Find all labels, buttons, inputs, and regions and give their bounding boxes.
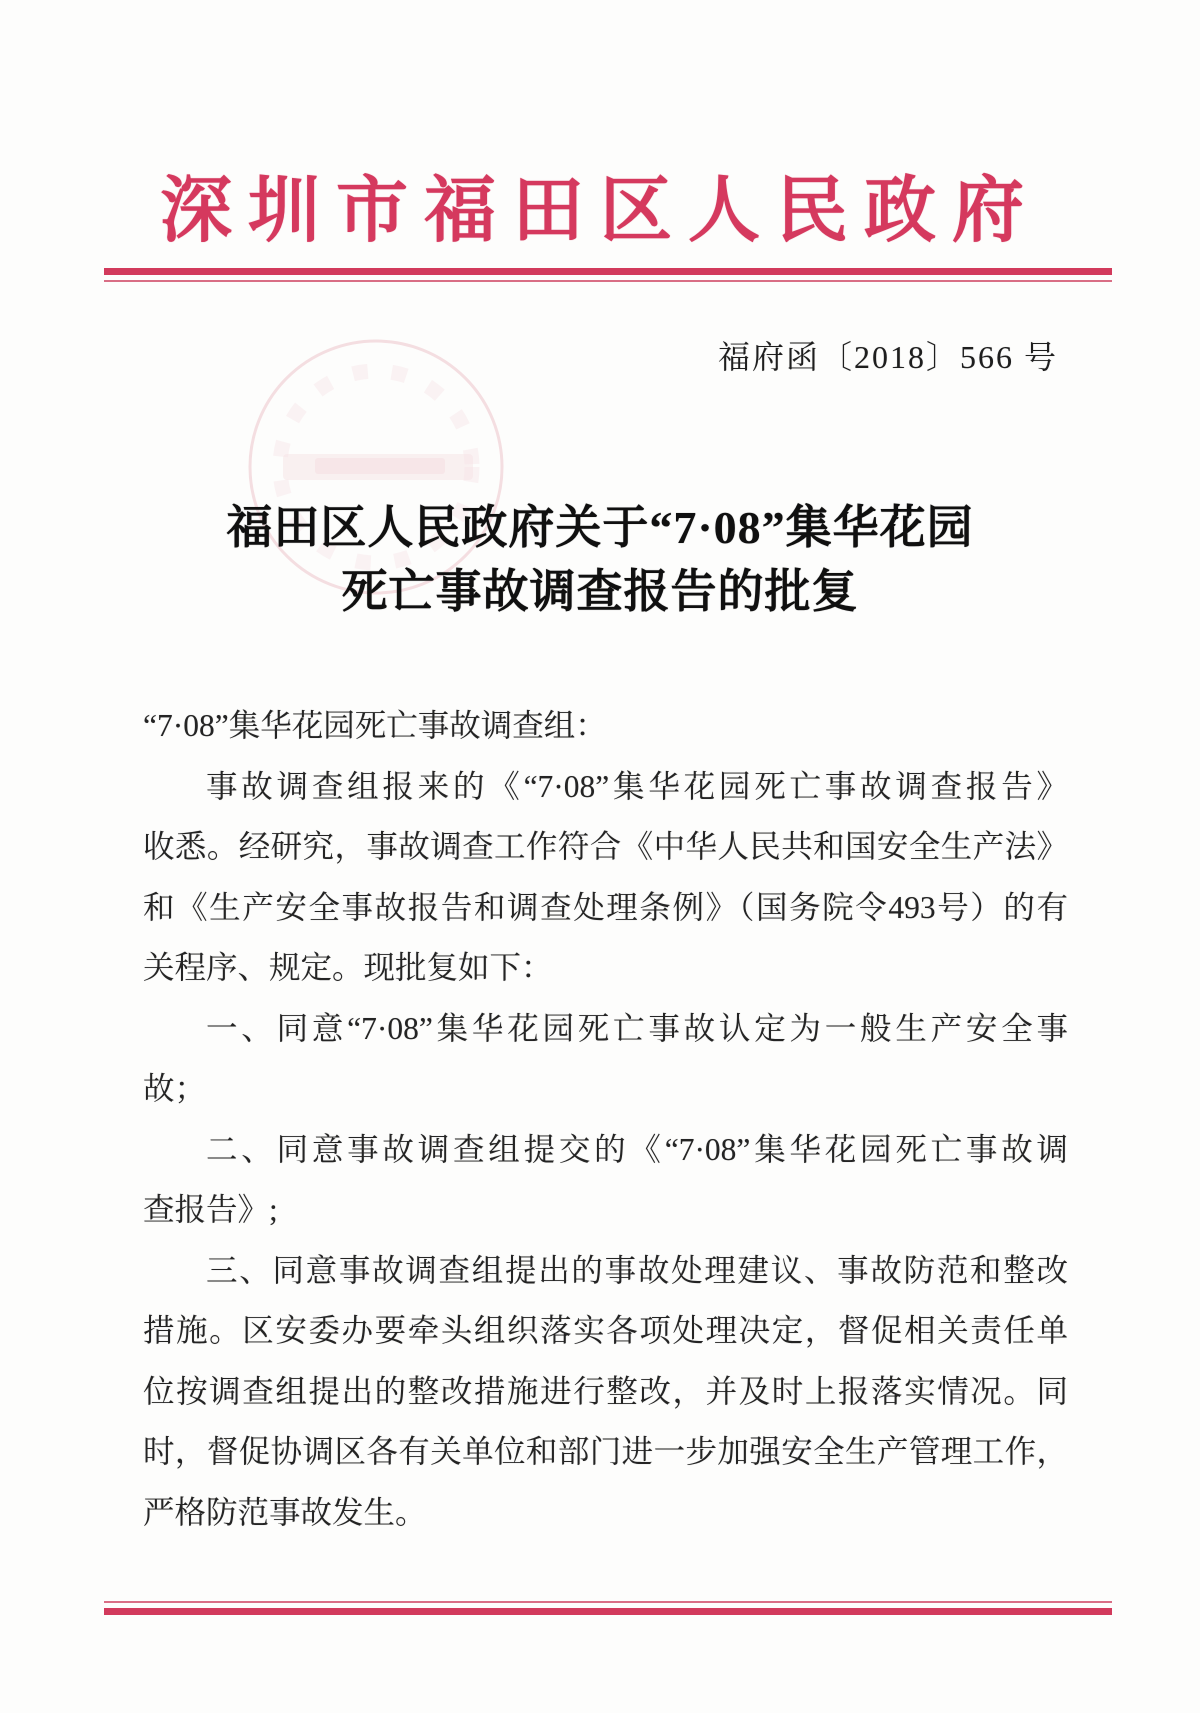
body-line: 关程序、规定。现批复如下： xyxy=(143,950,553,985)
body-line-item-2: 二、同意事故调查组提交的《“7·08”集华花园死亡事故调 xyxy=(206,1131,1068,1167)
body-line-item-1: 一、同意“7·08”集华花园死亡事故认定为一般生产安全事 xyxy=(206,1010,1068,1046)
document-body xyxy=(143,696,1068,1543)
body-line: 故； xyxy=(143,1071,207,1106)
footer-rule-thin xyxy=(104,1601,1112,1603)
body-line: 和《生产安全事故报告和调查处理条例》（国务院令493号）的有 xyxy=(143,889,1068,925)
document-title xyxy=(0,496,1200,624)
body-line: 收悉。经研究，事故调查工作符合《中华人民共和国安全生产法》 xyxy=(143,829,1068,864)
footer-rule-thick xyxy=(104,1608,1112,1615)
body-line: 查报告》; xyxy=(143,1192,278,1227)
body-line: 严格防范事故发生。 xyxy=(143,1494,427,1530)
document-title-line1: 福田区人民政府关于“7·08”集华花园 xyxy=(226,502,974,553)
body-line-item-3: 三、同意事故调查组提出的事故处理建议、事故防范和整改 xyxy=(206,1252,1068,1288)
agency-letterhead-title: 深圳市福田区人民政府 xyxy=(159,171,1040,251)
document-number: 福府函〔2018〕566 号 xyxy=(717,339,1058,375)
document-title-line2: 死亡事故调查报告的批复 xyxy=(341,566,859,617)
body-line-addressee: “7·08”集华花园死亡事故调查组： xyxy=(143,708,607,743)
letterhead-rule-thick xyxy=(104,268,1112,275)
body-line: 事故调查组报来的《“7·08”集华花园死亡事故调查报告》 xyxy=(206,768,1068,804)
letterhead-rule-thin xyxy=(104,280,1112,282)
body-line: 时，督促协调区各有关单位和部门进一步加强安全生产管理工作， xyxy=(143,1434,1068,1469)
body-line: 措施。区安委办要牵头组织落实各项处理决定，督促相关责任单 xyxy=(143,1313,1068,1348)
body-line: 位按调查组提出的整改措施进行整改，并及时上报落实情况。同 xyxy=(143,1373,1068,1409)
